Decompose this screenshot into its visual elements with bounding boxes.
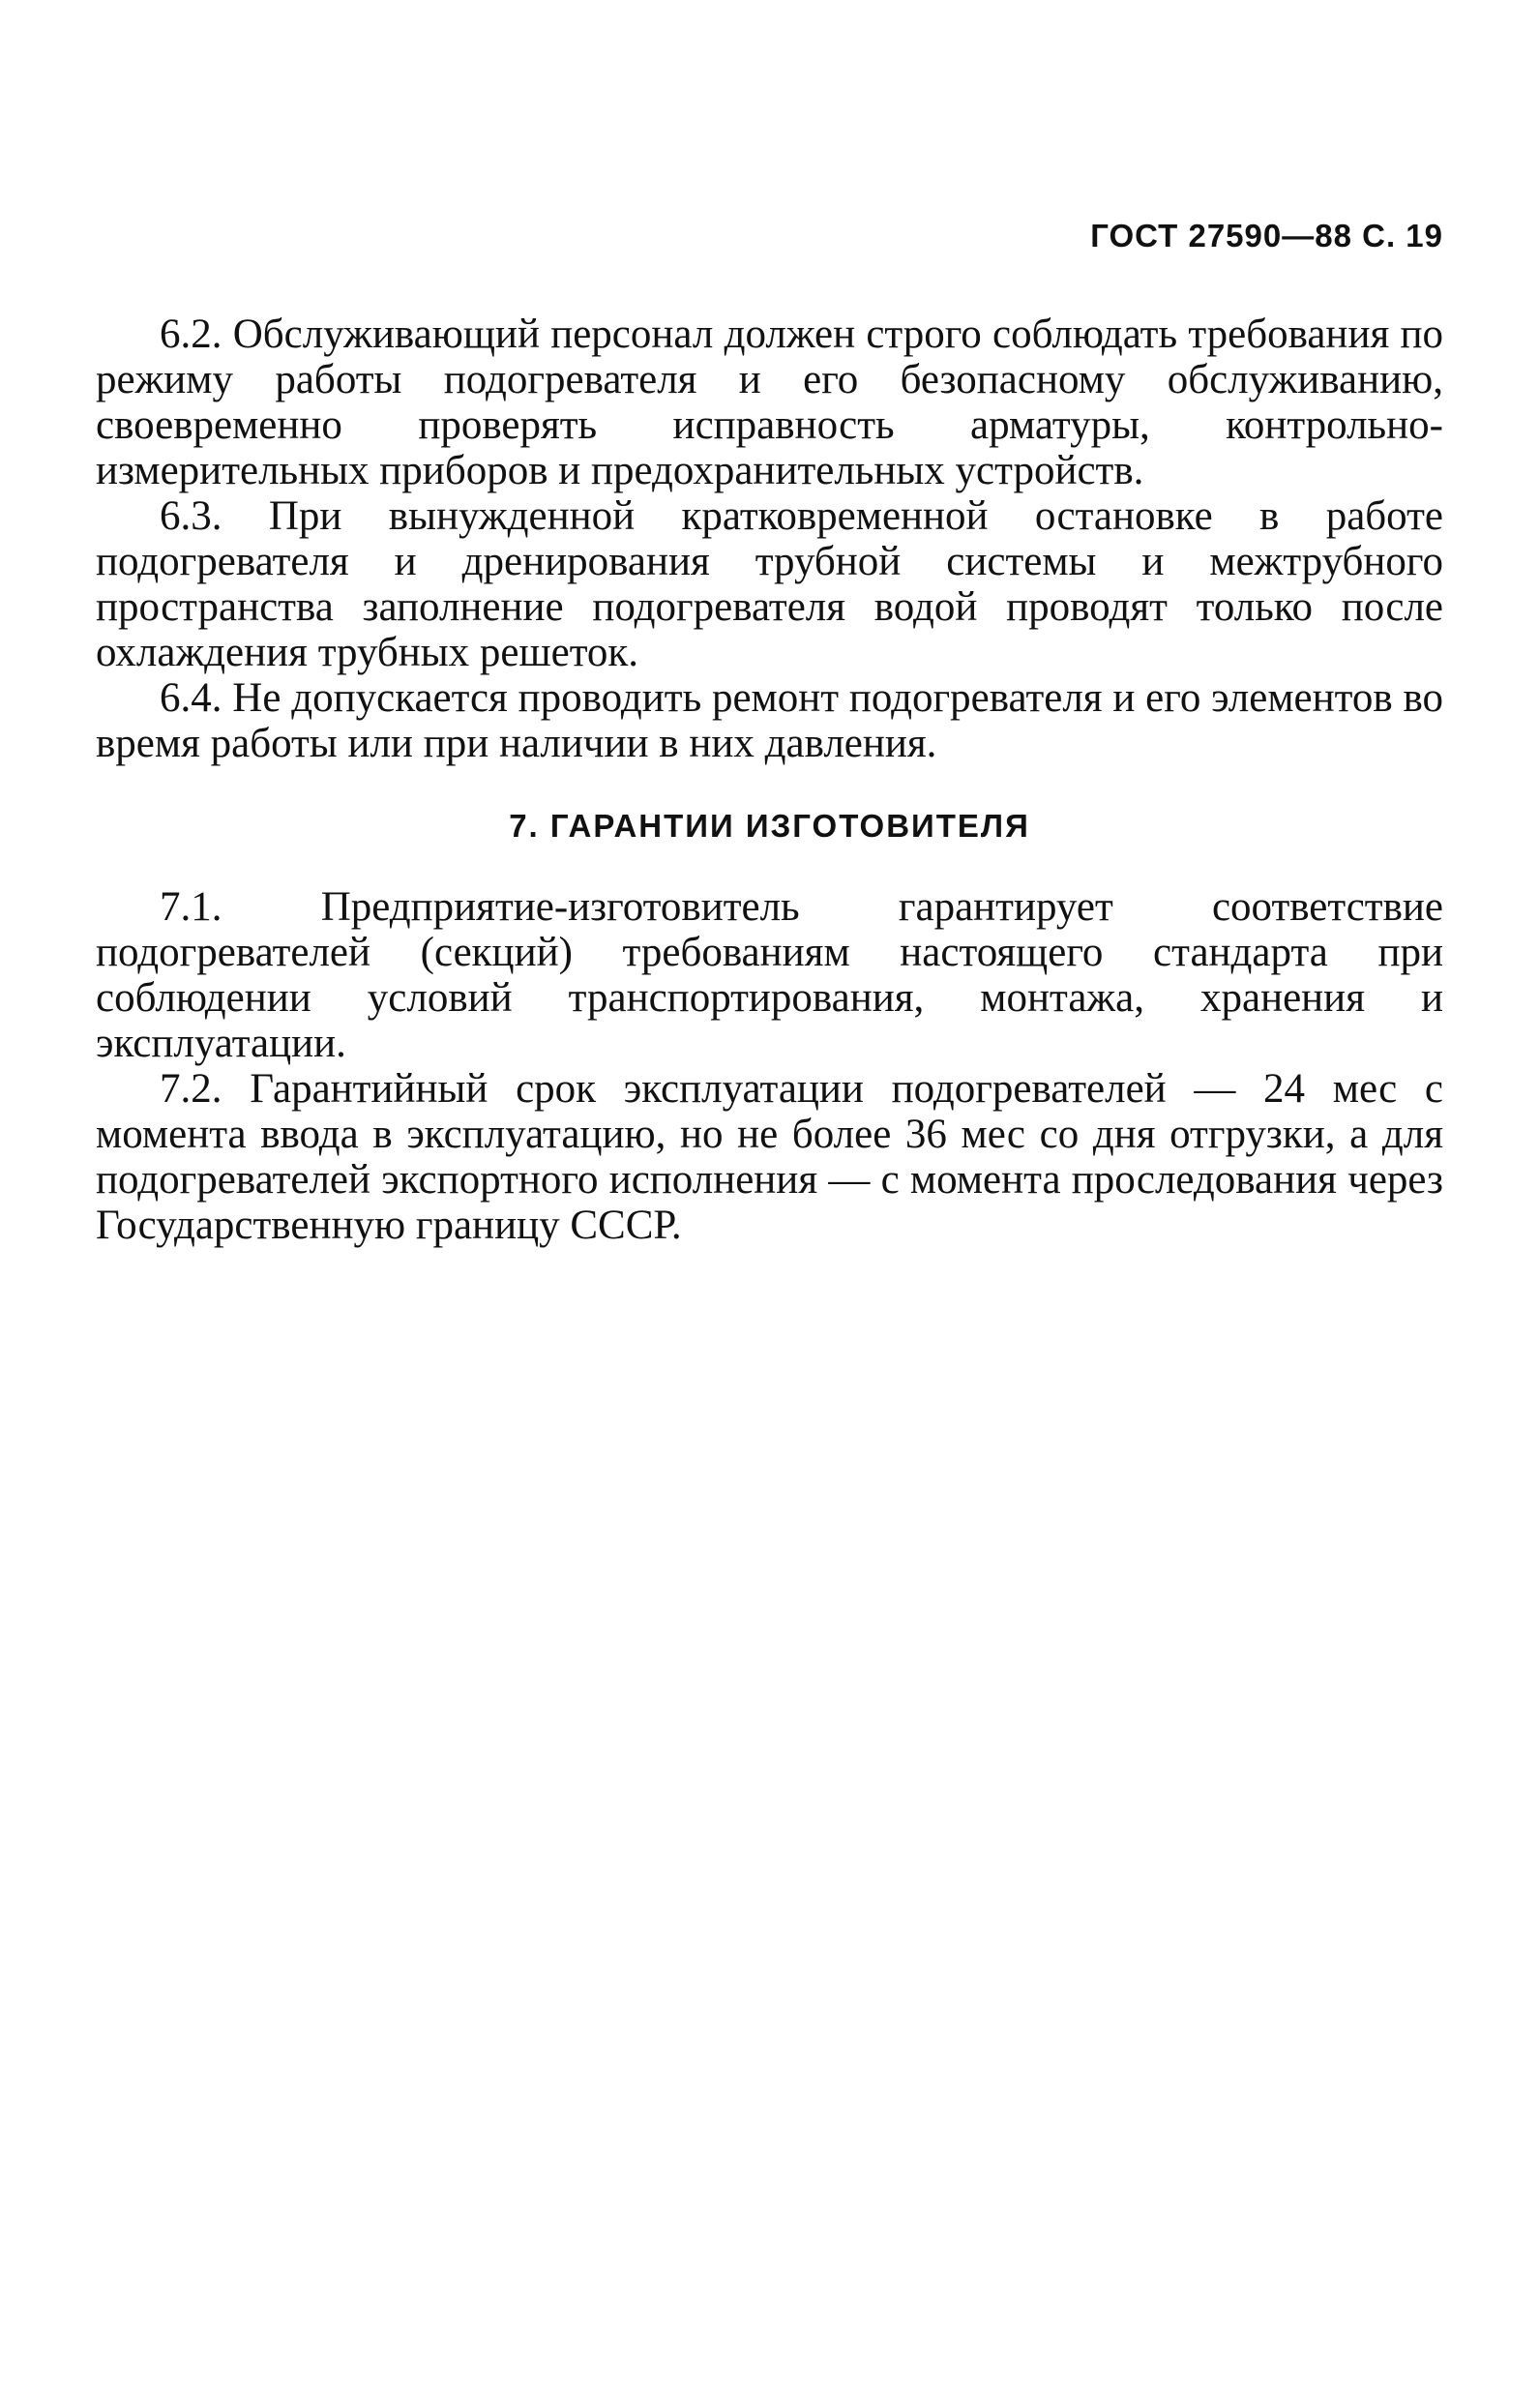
page-header: ГОСТ 27590—88 С. 19 [1090,218,1443,253]
paragraph-7-1: 7.1. Предприятие-изготовитель гарантирует соответствие подогревателей (секций) требованиям настоящего стандарта при соблюдении условий транспортирования, монтажа, хранения и эксплуатации. [96,884,1443,1066]
paragraph-6-3: 6.3. При вынужденной кратковременной остановке в работе подогревателя и дренирования трубной системы и межтрубного пространства заполнение подогревателя водой проводят только после охлаждения трубных решеток. [96,493,1443,675]
paragraph-6-4: 6.4. Не допускается проводить ремонт подогревателя и его элементов во время работы или при наличии в них давления. [96,675,1443,766]
document-body [96,312,1443,1248]
section-title: 7. ГАРАНТИИ ИЗГОТОВИТЕЛЯ [509,808,1030,844]
paragraph-6-2: 6.2. Обслуживающий персонал должен строго соблюдать требования по режиму работы подогревателя и его безопасному обслуживанию, своевременно проверять исправность арматуры, контрольно-измерительных приборов и предохранительных устройств. [96,312,1443,493]
paragraph-7-2: 7.2. Гарантийный срок эксплуатации подогревателей — 24 мес с момента ввода в эксплуатацию, но не более 36 мес со дня отгрузки, а для подогревателей экспортного исполнения — с момента проследования через Государственную границу СССР. [96,1066,1443,1248]
